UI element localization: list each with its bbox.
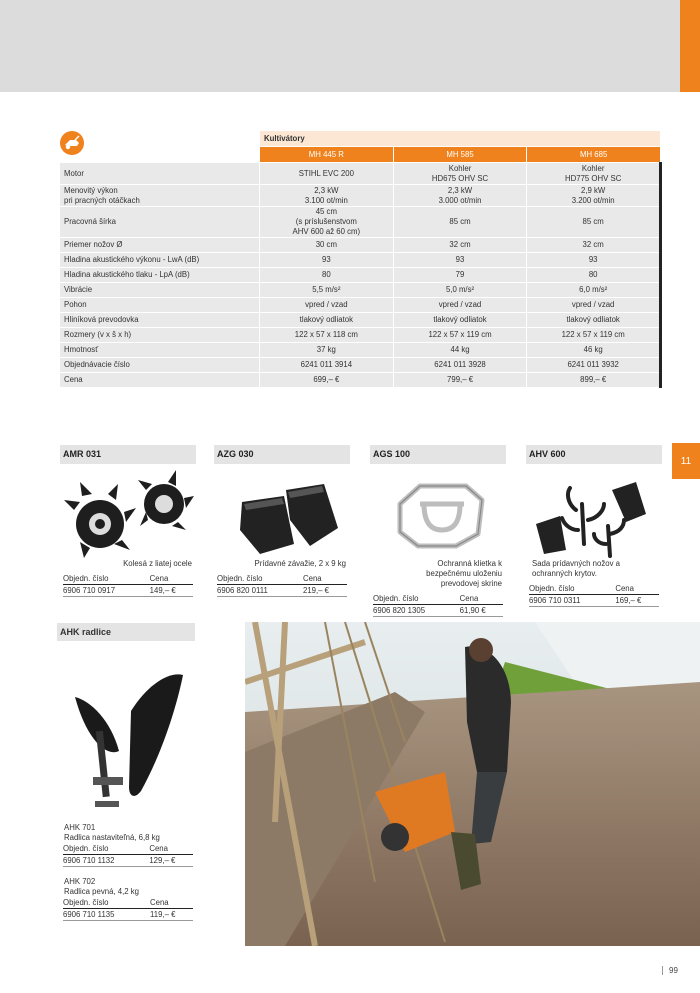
order-table: Objedn. číslo Cena 6906 710 1135 119,– € bbox=[63, 897, 193, 921]
accessory-amr031 bbox=[60, 445, 196, 597]
spec-label: Hladina akustického výkonu - LwA (dB) bbox=[60, 253, 259, 268]
spec-value: 32 cm bbox=[393, 238, 527, 253]
order-table: Objedn. číslo Cena 6906 710 0917 149,– € bbox=[63, 573, 193, 597]
price: 219,– € bbox=[303, 585, 347, 597]
spec-table bbox=[60, 131, 662, 388]
spec-value: Kohler HD675 OHV SC bbox=[393, 163, 527, 185]
spec-value: 93 bbox=[393, 253, 527, 268]
spec-value: 6,0 m/s² bbox=[527, 283, 661, 298]
accessory-ags100 bbox=[370, 445, 506, 617]
spec-value: 93 bbox=[259, 253, 393, 268]
spec-row bbox=[60, 298, 661, 313]
spec-value: 44 kg bbox=[393, 343, 527, 358]
accessory-title: AHV 600 bbox=[526, 445, 662, 464]
spec-value: 6241 011 3914 bbox=[259, 358, 393, 373]
spec-value: 122 x 57 x 118 cm bbox=[259, 328, 393, 343]
order-table: Objedn. číslo Cena 6906 820 1305 61,90 € bbox=[373, 593, 503, 617]
spec-value: 6241 011 3928 bbox=[393, 358, 527, 373]
price: 149,– € bbox=[150, 585, 193, 597]
order-number: 6906 820 1305 bbox=[373, 605, 460, 617]
spec-value: 5,5 m/s² bbox=[259, 283, 393, 298]
spec-label: Menovitý výkon pri pracných otáčkach bbox=[60, 185, 259, 207]
accessory-desc: Kolesá z liatej ocele bbox=[123, 559, 192, 568]
garden-photo bbox=[245, 622, 700, 946]
spec-value: 6241 011 3932 bbox=[527, 358, 661, 373]
top-gray-band bbox=[0, 0, 680, 92]
order-number: 6906 820 0111 bbox=[217, 585, 303, 597]
spec-value: tlakový odliatok bbox=[527, 313, 661, 328]
accessory-title: AMR 031 bbox=[60, 445, 196, 464]
top-orange-tab bbox=[680, 0, 700, 92]
spec-value: tlakový odliatok bbox=[393, 313, 527, 328]
wheels-image bbox=[60, 464, 196, 559]
order-number: 6906 710 0311 bbox=[529, 595, 615, 607]
spec-value: 80 bbox=[527, 268, 661, 283]
model-header: MH 585 bbox=[393, 147, 527, 163]
spec-row bbox=[60, 358, 661, 373]
accessory-ahv600 bbox=[526, 445, 662, 607]
spec-label: Motor bbox=[60, 163, 259, 185]
chapter-tab: 11 bbox=[672, 443, 700, 479]
spec-value: 79 bbox=[393, 268, 527, 283]
spec-row bbox=[60, 283, 661, 298]
plough-image bbox=[57, 641, 195, 823]
spec-label: Objednávacie číslo bbox=[60, 358, 259, 373]
price: 129,– € bbox=[149, 855, 193, 867]
spec-row bbox=[60, 253, 661, 268]
price: 61,90 € bbox=[460, 605, 503, 617]
spec-row bbox=[60, 313, 661, 328]
spec-label: Hladina akustického tlaku - LpA (dB) bbox=[60, 268, 259, 283]
spec-row bbox=[60, 268, 661, 283]
spec-value: 699,– € bbox=[259, 373, 393, 388]
order-number: 6906 710 1135 bbox=[63, 909, 150, 921]
cage-image bbox=[370, 464, 506, 559]
spec-value: 93 bbox=[527, 253, 661, 268]
spec-value: 799,– € bbox=[393, 373, 527, 388]
spec-row bbox=[60, 328, 661, 343]
cultivator-icon bbox=[60, 131, 84, 155]
spec-value: 85 cm bbox=[527, 207, 661, 238]
spec-label: Pohon bbox=[60, 298, 259, 313]
spec-value: 85 cm bbox=[393, 207, 527, 238]
spec-value: tlakový odliatok bbox=[259, 313, 393, 328]
spec-value: 80 bbox=[259, 268, 393, 283]
spec-value: 5,0 m/s² bbox=[393, 283, 527, 298]
spec-label: Pracovná šírka bbox=[60, 207, 259, 238]
spec-row bbox=[60, 185, 661, 207]
price: 119,– € bbox=[150, 909, 193, 921]
spec-label: Hliníková prevodovka bbox=[60, 313, 259, 328]
blades-image bbox=[526, 464, 662, 559]
spec-value: 2,3 kW 3.000 ot/min bbox=[393, 185, 527, 207]
spec-row bbox=[60, 163, 661, 185]
spec-value: 122 x 57 x 119 cm bbox=[393, 328, 527, 343]
order-number: 6906 710 1132 bbox=[63, 855, 149, 867]
spec-row bbox=[60, 373, 661, 388]
spec-value: 899,– € bbox=[527, 373, 661, 388]
spec-label: Priemer nožov Ø bbox=[60, 238, 259, 253]
page-number: 99 bbox=[662, 966, 700, 975]
ahk-item-701: AHK 701 Radlica nastaviteľná, 6,8 kg bbox=[64, 823, 160, 842]
accessory-title: AZG 030 bbox=[214, 445, 350, 464]
spec-row bbox=[60, 343, 661, 358]
spec-row bbox=[60, 207, 661, 238]
weights-image bbox=[214, 464, 350, 559]
accessory-azg030 bbox=[214, 445, 350, 597]
model-header: MH 445 R bbox=[259, 147, 393, 163]
spec-value: 122 x 57 x 119 cm bbox=[527, 328, 661, 343]
spec-value: 45 cm (s príslušenstvom AHV 600 až 60 cm) bbox=[259, 207, 393, 238]
spec-value: 2,3 kW 3.100 ot/min bbox=[259, 185, 393, 207]
accessory-desc: Sada prídavných nožov a ochranných krytov. bbox=[532, 559, 620, 578]
accessory-title: AGS 100 bbox=[370, 445, 506, 464]
spec-value: Kohler HD775 OHV SC bbox=[527, 163, 661, 185]
spec-label: Cena bbox=[60, 373, 259, 388]
spec-value: vpred / vzad bbox=[527, 298, 661, 313]
spec-label: Rozmery (v x š x h) bbox=[60, 328, 259, 343]
spec-value: 30 cm bbox=[259, 238, 393, 253]
order-number: 6906 710 0917 bbox=[63, 585, 150, 597]
spec-value: vpred / vzad bbox=[259, 298, 393, 313]
spec-value: STIHL EVC 200 bbox=[259, 163, 393, 185]
order-table: Objedn. číslo Cena 6906 710 0311 169,– € bbox=[529, 583, 659, 607]
spec-label: Vibrácie bbox=[60, 283, 259, 298]
model-header: MH 685 bbox=[527, 147, 661, 163]
spec-value: vpred / vzad bbox=[393, 298, 527, 313]
price: 169,– € bbox=[615, 595, 659, 607]
accessory-desc: Ochranná klietka k bezpečnému uloženiu prevodovej skrine bbox=[426, 559, 502, 588]
accessory-ahk bbox=[57, 623, 195, 921]
spec-label: Hmotnosť bbox=[60, 343, 259, 358]
order-table: Objedn. číslo Cena 6906 710 1132 129,– € bbox=[63, 843, 193, 867]
ahk-item-702: AHK 702 Radlica pevná, 4,2 kg bbox=[64, 877, 139, 896]
spec-value: 32 cm bbox=[527, 238, 661, 253]
accessory-title: AHK radlice bbox=[57, 623, 195, 641]
spec-value: 46 kg bbox=[527, 343, 661, 358]
order-table: Objedn. číslo Cena 6906 820 0111 219,– € bbox=[217, 573, 347, 597]
accessory-desc: Prídavné závažie, 2 x 9 kg bbox=[254, 559, 346, 568]
spec-row bbox=[60, 238, 661, 253]
spec-value: 2,9 kW 3.200 ot/min bbox=[527, 185, 661, 207]
spec-value: 37 kg bbox=[259, 343, 393, 358]
table-category: Kultivátory bbox=[259, 131, 660, 147]
